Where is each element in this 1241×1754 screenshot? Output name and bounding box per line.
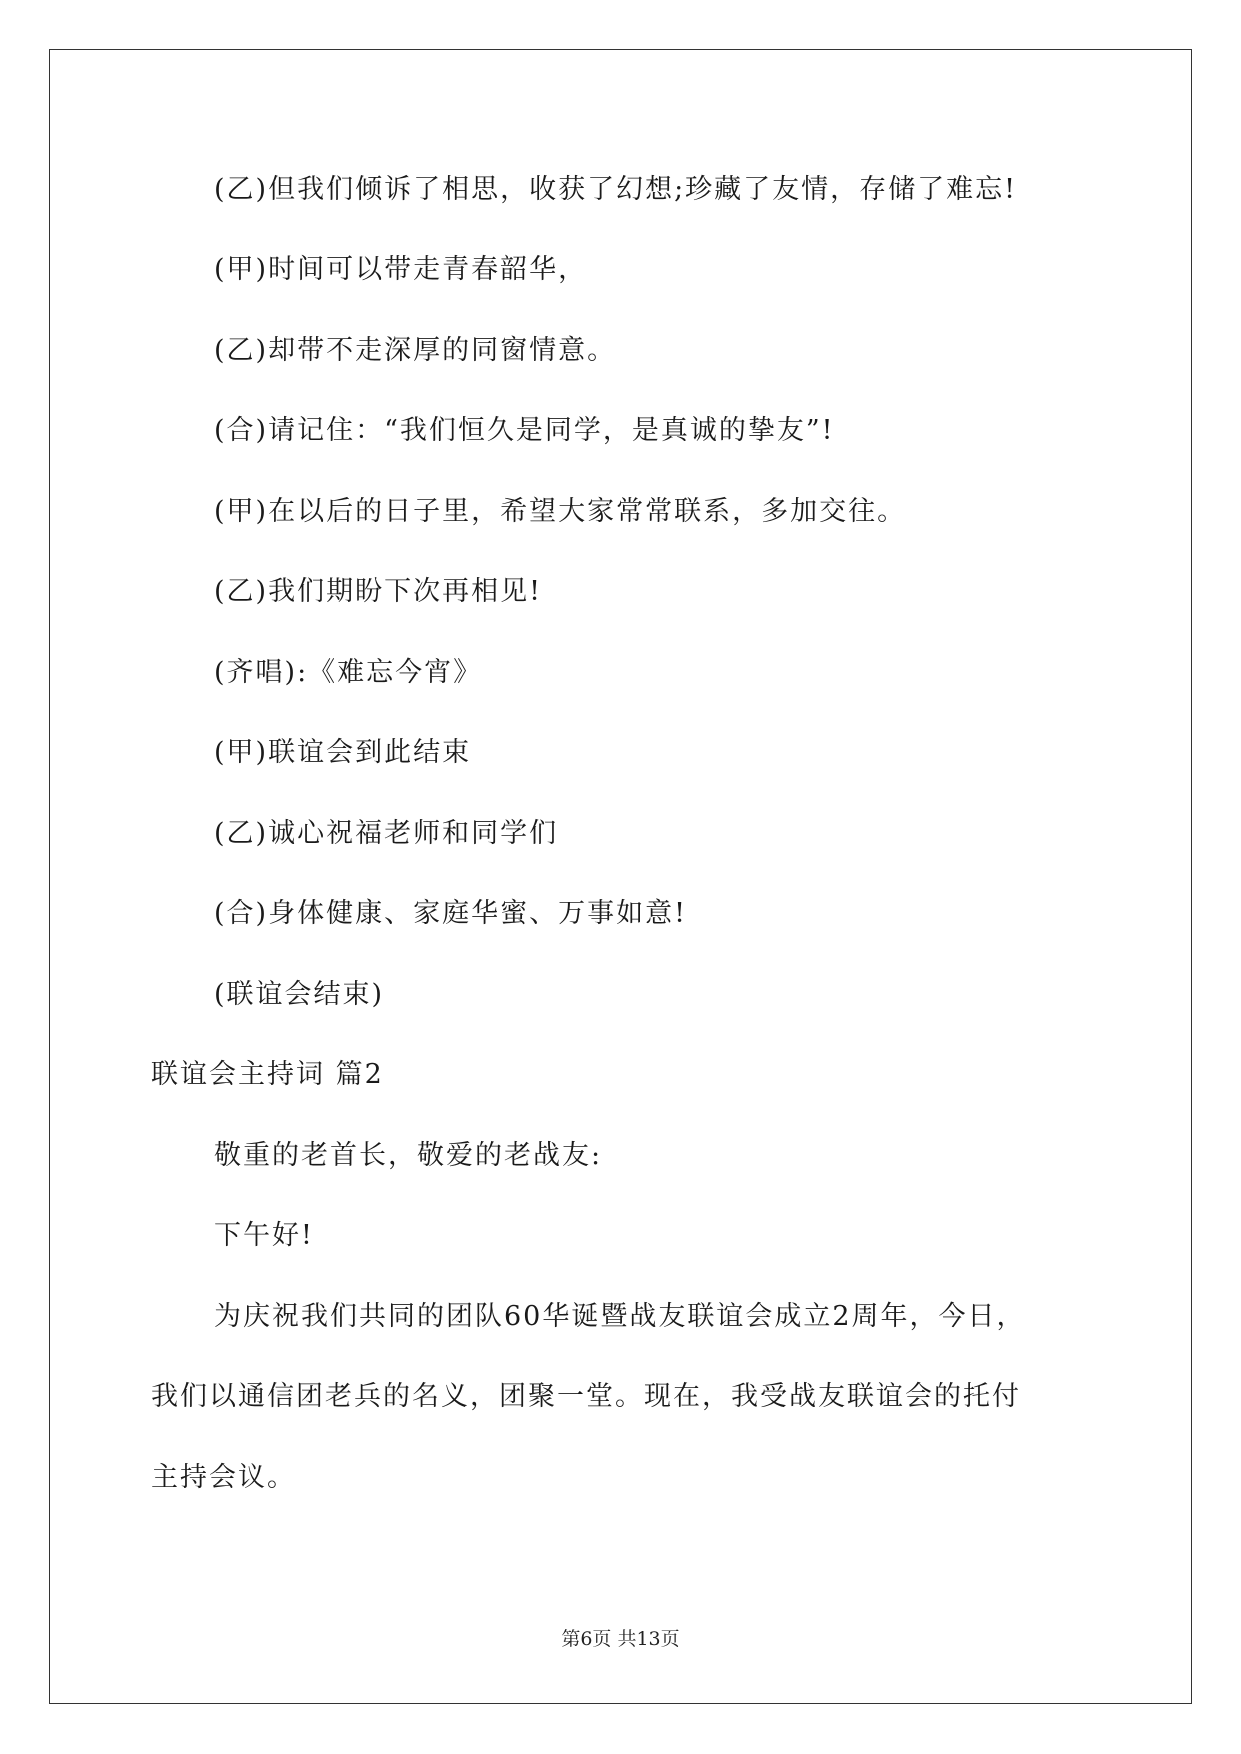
- dialogue-line: (甲)在以后的日子里，希望大家常常联系，多加交往。: [214, 496, 907, 527]
- dialogue-line: (齐唱):《难忘今宵》: [214, 657, 483, 688]
- dialogue-line: (乙)却带不走深厚的同窗情意。: [214, 335, 617, 366]
- page-number-footer: 第6页 共13页: [561, 1628, 680, 1650]
- paragraph-line: 下午好!: [214, 1220, 314, 1251]
- paragraph-line: 为庆祝我们共同的团队60华诞暨战友联谊会成立2周年，今日，: [214, 1301, 1026, 1332]
- page-border: [49, 49, 1192, 1704]
- dialogue-line: (乙)诚心祝福老师和同学们: [214, 818, 559, 849]
- dialogue-line: (合)请记住：“我们恒久是同学，是真诚的挚友”!: [214, 415, 835, 446]
- paragraph-line: 主持会议。: [151, 1462, 296, 1493]
- paragraph-line: 敬重的老首长，敬爱的老战友:: [214, 1140, 603, 1171]
- paragraph-line: 我们以通信团老兵的名义，团聚一堂。现在，我受战友联谊会的托付: [151, 1381, 1021, 1412]
- dialogue-line: (合)身体健康、家庭华蜜、万事如意!: [214, 898, 687, 929]
- dialogue-line: (联谊会结束): [214, 979, 385, 1010]
- section-heading: 联谊会主持词 篇2: [151, 1059, 384, 1090]
- dialogue-line: (乙)但我们倾诉了相思，收获了幻想;珍藏了友情，存储了难忘!: [214, 174, 1018, 205]
- dialogue-line: (甲)时间可以带走青春韶华，: [214, 254, 588, 285]
- dialogue-line: (乙)我们期盼下次再相见!: [214, 576, 542, 607]
- dialogue-line: (甲)联谊会到此结束: [214, 737, 472, 768]
